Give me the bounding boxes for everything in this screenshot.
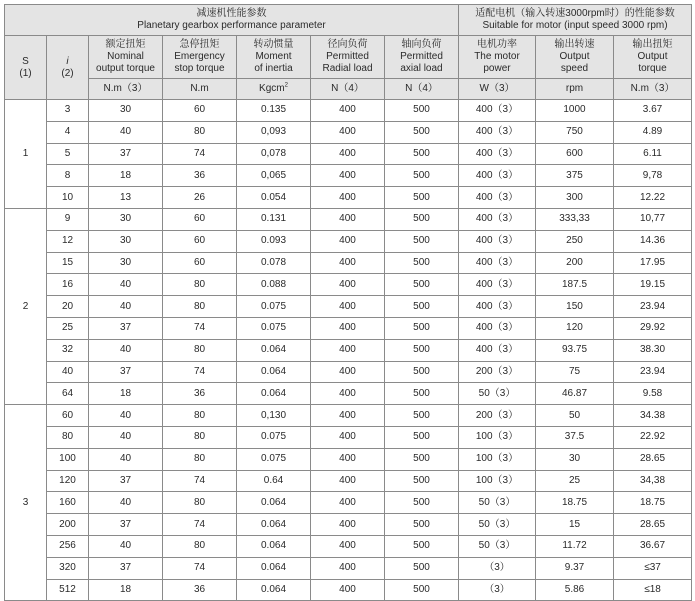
data-cell: 26 — [163, 187, 237, 209]
data-cell: 17.95 — [614, 252, 692, 274]
col-header-8 — [536, 36, 614, 79]
data-cell: 37 — [89, 557, 163, 579]
data-cell: 500 — [385, 339, 459, 361]
data-cell: 80 — [163, 535, 237, 557]
col-header-en: Output — [637, 51, 668, 62]
col-header-en: Moment — [255, 51, 292, 62]
data-cell: 18 — [89, 383, 163, 405]
data-cell: 74 — [163, 143, 237, 165]
table-row — [5, 383, 692, 405]
data-cell: 400 — [311, 383, 385, 405]
unit-cell: N（4） — [385, 79, 459, 100]
data-cell: 100（3） — [459, 448, 536, 470]
data-cell: 60 — [163, 252, 237, 274]
data-cell: 29.92 — [614, 317, 692, 339]
data-cell: 14.36 — [614, 230, 692, 252]
col-header-symbol: i — [66, 55, 69, 67]
data-cell: 32 — [47, 339, 89, 361]
col-header-0 — [5, 36, 47, 100]
data-cell: 40 — [89, 296, 163, 318]
data-cell: 40 — [89, 448, 163, 470]
data-cell: 300 — [536, 187, 614, 209]
table-row — [5, 230, 692, 252]
data-cell: 28.65 — [614, 514, 692, 536]
data-cell: 750 — [536, 121, 614, 143]
data-cell: 34.38 — [614, 405, 692, 427]
data-cell: 120 — [536, 317, 614, 339]
col-header-cn: 急停扭矩 — [179, 39, 220, 50]
data-cell: 500 — [385, 361, 459, 383]
col-header-en: The motor — [474, 51, 520, 62]
data-cell: 6.11 — [614, 143, 692, 165]
data-cell: 50 — [536, 405, 614, 427]
col-header-en: axial load — [400, 63, 443, 74]
data-cell: 400 — [311, 296, 385, 318]
data-cell: 200 — [47, 514, 89, 536]
data-cell: 40 — [89, 274, 163, 296]
data-cell: 15 — [536, 514, 614, 536]
data-cell: 0.093 — [237, 230, 311, 252]
data-cell: 400 — [311, 165, 385, 187]
data-cell: 30 — [89, 252, 163, 274]
data-cell: 0,093 — [237, 121, 311, 143]
data-cell: 80 — [163, 448, 237, 470]
data-cell: 400（3） — [459, 187, 536, 209]
data-cell: 37 — [89, 514, 163, 536]
data-cell: 500 — [385, 405, 459, 427]
data-cell: 23.94 — [614, 296, 692, 318]
table-row — [5, 579, 692, 601]
data-cell: 34,38 — [614, 470, 692, 492]
data-cell: 23.94 — [614, 361, 692, 383]
data-cell: 250 — [536, 230, 614, 252]
unit-cell: N.m — [163, 79, 237, 100]
data-cell: 500 — [385, 143, 459, 165]
data-cell: 400 — [311, 100, 385, 122]
data-cell: 4 — [47, 121, 89, 143]
data-cell: 500 — [385, 208, 459, 230]
unit-cell: N.m（3） — [614, 79, 692, 100]
col-header-cn: 输出扭矩 — [632, 39, 673, 50]
col-header-cn: 额定扭矩 — [105, 39, 146, 50]
data-cell: 400 — [311, 535, 385, 557]
data-cell: 18 — [89, 165, 163, 187]
data-cell: 400 — [311, 514, 385, 536]
data-cell: 3.67 — [614, 100, 692, 122]
data-cell: 37 — [89, 143, 163, 165]
data-cell: 0.064 — [237, 339, 311, 361]
data-cell: 120 — [47, 470, 89, 492]
col-header-en: output torque — [96, 63, 155, 74]
data-cell: 400（3） — [459, 100, 536, 122]
data-cell: 0.088 — [237, 274, 311, 296]
data-cell: 320 — [47, 557, 89, 579]
col-header-cn: 轴向负荷 — [401, 39, 442, 50]
table-row — [5, 187, 692, 209]
data-cell: 8 — [47, 165, 89, 187]
data-cell: 500 — [385, 579, 459, 601]
data-cell: 160 — [47, 492, 89, 514]
data-cell: 16 — [47, 274, 89, 296]
stage-cell: 3 — [5, 405, 47, 601]
unit-cell: N（4） — [311, 79, 385, 100]
data-cell: 400 — [311, 448, 385, 470]
table-row — [5, 121, 692, 143]
data-cell: 60 — [163, 100, 237, 122]
col-header-1 — [47, 36, 89, 100]
data-cell: 60 — [163, 208, 237, 230]
data-cell: 400（3） — [459, 317, 536, 339]
data-cell: 0.064 — [237, 492, 311, 514]
data-cell: （3） — [459, 557, 536, 579]
data-cell: 50（3） — [459, 535, 536, 557]
table-row — [5, 165, 692, 187]
data-cell: 0,078 — [237, 143, 311, 165]
data-cell: 0.064 — [237, 361, 311, 383]
motor-group-header: 适配电机（输入转速3000rpm时）的性能参数 Suitable for motor (input speed 3000 rpm) — [459, 5, 692, 36]
data-cell: 400（3） — [459, 274, 536, 296]
data-cell: 256 — [47, 535, 89, 557]
data-cell: 100（3） — [459, 470, 536, 492]
unit-cell: rpm — [536, 79, 614, 100]
data-cell: 75 — [536, 361, 614, 383]
data-cell: 500 — [385, 100, 459, 122]
data-cell: 50（3） — [459, 383, 536, 405]
data-cell: 500 — [385, 317, 459, 339]
data-cell: 74 — [163, 470, 237, 492]
data-cell: 38.30 — [614, 339, 692, 361]
data-cell: 400 — [311, 208, 385, 230]
col-header-cn: 电机功率 — [477, 39, 517, 50]
data-cell: 60 — [163, 230, 237, 252]
data-cell: 500 — [385, 274, 459, 296]
data-cell: 80 — [47, 426, 89, 448]
data-cell: 0.075 — [237, 426, 311, 448]
data-cell: 500 — [385, 252, 459, 274]
col-header-note: (1) — [19, 67, 32, 79]
data-cell: 400 — [311, 187, 385, 209]
data-cell: 400 — [311, 339, 385, 361]
data-cell: 400 — [311, 252, 385, 274]
col-header-en: of inertia — [254, 63, 293, 74]
table-row — [5, 252, 692, 274]
col-header-7 — [459, 36, 536, 79]
data-cell: 0.064 — [237, 514, 311, 536]
col-header-9 — [614, 36, 692, 79]
data-cell: 500 — [385, 230, 459, 252]
data-cell: 5.86 — [536, 579, 614, 601]
data-cell: 400（3） — [459, 339, 536, 361]
unit-cell: Kgcm$^2$ — [237, 79, 311, 100]
data-cell: 30 — [89, 208, 163, 230]
data-cell: 12.22 — [614, 187, 692, 209]
data-cell: 36 — [163, 383, 237, 405]
data-cell: 80 — [163, 274, 237, 296]
data-cell: 15 — [47, 252, 89, 274]
table-row — [5, 143, 692, 165]
col-header-3 — [163, 36, 237, 79]
data-cell: 500 — [385, 557, 459, 579]
data-cell: 400（3） — [459, 208, 536, 230]
data-cell: 80 — [163, 492, 237, 514]
data-cell: 10,77 — [614, 208, 692, 230]
table-row — [5, 470, 692, 492]
col-header-en: Emergency — [174, 51, 225, 62]
col-header-en: stop torque — [174, 63, 225, 74]
data-cell: 0.064 — [237, 535, 311, 557]
data-cell: 400 — [311, 426, 385, 448]
table-row — [5, 535, 692, 557]
unit-cell: W（3） — [459, 79, 536, 100]
data-cell: 40 — [89, 535, 163, 557]
data-cell: 30 — [89, 230, 163, 252]
data-cell: 46.87 — [536, 383, 614, 405]
table-row — [5, 361, 692, 383]
data-cell: 400（3） — [459, 230, 536, 252]
data-cell: 0.131 — [237, 208, 311, 230]
data-cell: 9.37 — [536, 557, 614, 579]
data-cell: 80 — [163, 121, 237, 143]
data-cell: 100（3） — [459, 426, 536, 448]
data-cell: 37.5 — [536, 426, 614, 448]
data-cell: 400 — [311, 470, 385, 492]
data-cell: 1000 — [536, 100, 614, 122]
data-cell: 80 — [163, 296, 237, 318]
data-cell: 9 — [47, 208, 89, 230]
data-cell: 187.5 — [536, 274, 614, 296]
data-cell: 500 — [385, 492, 459, 514]
data-cell: 80 — [163, 339, 237, 361]
col-header-6 — [385, 36, 459, 79]
data-cell: 512 — [47, 579, 89, 601]
col-header-2 — [89, 36, 163, 79]
data-cell: 375 — [536, 165, 614, 187]
data-cell: 0.135 — [237, 100, 311, 122]
data-cell: 0.054 — [237, 187, 311, 209]
data-cell: 40 — [89, 339, 163, 361]
col-header-note: (2) — [61, 67, 74, 79]
data-cell: 93.75 — [536, 339, 614, 361]
data-cell: 22.92 — [614, 426, 692, 448]
data-cell: 500 — [385, 426, 459, 448]
stage-cell: 1 — [5, 100, 47, 209]
col-header-symbol: S — [22, 55, 29, 67]
table-row — [5, 317, 692, 339]
data-cell: ≤37 — [614, 557, 692, 579]
table-row — [5, 296, 692, 318]
table-row — [5, 274, 692, 296]
data-cell: 0,130 — [237, 405, 311, 427]
data-cell: ≤18 — [614, 579, 692, 601]
data-cell: 37 — [89, 470, 163, 492]
data-cell: 74 — [163, 514, 237, 536]
data-cell: 40 — [89, 426, 163, 448]
col-header-en: Nominal — [107, 51, 144, 62]
data-cell: 12 — [47, 230, 89, 252]
data-cell: 333,33 — [536, 208, 614, 230]
data-cell: 0.064 — [237, 383, 311, 405]
data-cell: 20 — [47, 296, 89, 318]
data-cell: 500 — [385, 448, 459, 470]
data-cell: 400（3） — [459, 121, 536, 143]
data-cell: 30 — [536, 448, 614, 470]
data-cell: 400 — [311, 274, 385, 296]
data-cell: 40 — [47, 361, 89, 383]
data-cell: 40 — [89, 121, 163, 143]
data-cell: 18.75 — [536, 492, 614, 514]
col-header-en: Permitted — [400, 51, 443, 62]
table-row — [5, 426, 692, 448]
col-header-en: Radial load — [322, 63, 373, 74]
data-cell: 80 — [163, 426, 237, 448]
gearbox-group-header: 减速机性能参数 Planetary gearbox performance parameter — [5, 5, 459, 36]
data-cell: 500 — [385, 296, 459, 318]
col-header-cn: 径向负荷 — [327, 39, 368, 50]
gearbox-spec-table — [4, 4, 692, 601]
data-cell: 400 — [311, 557, 385, 579]
data-cell: 400（3） — [459, 143, 536, 165]
data-cell: 4.89 — [614, 121, 692, 143]
data-cell: 9,78 — [614, 165, 692, 187]
table-row — [5, 514, 692, 536]
data-cell: 500 — [385, 165, 459, 187]
table-row — [5, 339, 692, 361]
col-header-en: power — [483, 63, 511, 74]
data-cell: 500 — [385, 383, 459, 405]
data-cell: 100 — [47, 448, 89, 470]
data-cell: 10 — [47, 187, 89, 209]
data-cell: 0.075 — [237, 317, 311, 339]
data-cell: 500 — [385, 514, 459, 536]
col-header-en: speed — [560, 63, 589, 74]
data-cell: 0.075 — [237, 296, 311, 318]
data-cell: 37 — [89, 317, 163, 339]
superscript: 2 — [284, 82, 288, 89]
data-cell: 200 — [536, 252, 614, 274]
data-cell: 60 — [47, 405, 89, 427]
data-cell: 5 — [47, 143, 89, 165]
data-cell: 400 — [311, 405, 385, 427]
data-cell: 600 — [536, 143, 614, 165]
data-cell: 400 — [311, 492, 385, 514]
data-cell: 400 — [311, 230, 385, 252]
data-cell: 400 — [311, 579, 385, 601]
data-cell: 13 — [89, 187, 163, 209]
stage-cell: 2 — [5, 208, 47, 404]
table-row — [5, 100, 692, 122]
data-cell: 0.064 — [237, 579, 311, 601]
data-cell: 200（3） — [459, 405, 536, 427]
data-cell: 0.064 — [237, 557, 311, 579]
data-cell: （3） — [459, 579, 536, 601]
col-header-cn: 输出转速 — [554, 39, 595, 50]
data-cell: 0.075 — [237, 448, 311, 470]
col-header-en: Output — [559, 51, 590, 62]
data-cell: 9.58 — [614, 383, 692, 405]
data-cell: 150 — [536, 296, 614, 318]
data-cell: 74 — [163, 557, 237, 579]
data-cell: 500 — [385, 535, 459, 557]
data-cell: 19.15 — [614, 274, 692, 296]
data-cell: 74 — [163, 317, 237, 339]
table-row — [5, 557, 692, 579]
data-cell: 25 — [47, 317, 89, 339]
data-cell: 400（3） — [459, 252, 536, 274]
data-cell: 37 — [89, 361, 163, 383]
col-header-5 — [311, 36, 385, 79]
data-cell: 40 — [89, 405, 163, 427]
col-header-4 — [237, 36, 311, 79]
col-header-en: Permitted — [326, 51, 369, 62]
data-cell: 36 — [163, 165, 237, 187]
data-cell: 500 — [385, 470, 459, 492]
data-cell: 400 — [311, 121, 385, 143]
data-cell: 0.078 — [237, 252, 311, 274]
data-cell: 400（3） — [459, 165, 536, 187]
table-row — [5, 208, 692, 230]
data-cell: 64 — [47, 383, 89, 405]
col-header-en: torque — [638, 63, 667, 74]
data-cell: 200（3） — [459, 361, 536, 383]
col-header-cn: 转动惯量 — [253, 39, 294, 50]
data-cell: 500 — [385, 121, 459, 143]
data-cell: 30 — [89, 100, 163, 122]
table-row — [5, 448, 692, 470]
data-cell: 0,065 — [237, 165, 311, 187]
data-cell: 400 — [311, 143, 385, 165]
table-row — [5, 405, 692, 427]
data-cell: 400 — [311, 361, 385, 383]
data-cell: 28.65 — [614, 448, 692, 470]
data-cell: 50（3） — [459, 514, 536, 536]
data-cell: 36 — [163, 579, 237, 601]
data-cell: 0.64 — [237, 470, 311, 492]
data-cell: 36.67 — [614, 535, 692, 557]
data-cell: 40 — [89, 492, 163, 514]
unit-cell: N.m（3） — [89, 79, 163, 100]
data-cell: 18 — [89, 579, 163, 601]
data-cell: 50（3） — [459, 492, 536, 514]
data-cell: 80 — [163, 405, 237, 427]
data-cell: 500 — [385, 187, 459, 209]
table-row — [5, 492, 692, 514]
data-cell: 18.75 — [614, 492, 692, 514]
data-cell: 400 — [311, 317, 385, 339]
data-cell: 25 — [536, 470, 614, 492]
data-cell: 400（3） — [459, 296, 536, 318]
data-cell: 74 — [163, 361, 237, 383]
data-cell: 3 — [47, 100, 89, 122]
data-cell: 11.72 — [536, 535, 614, 557]
